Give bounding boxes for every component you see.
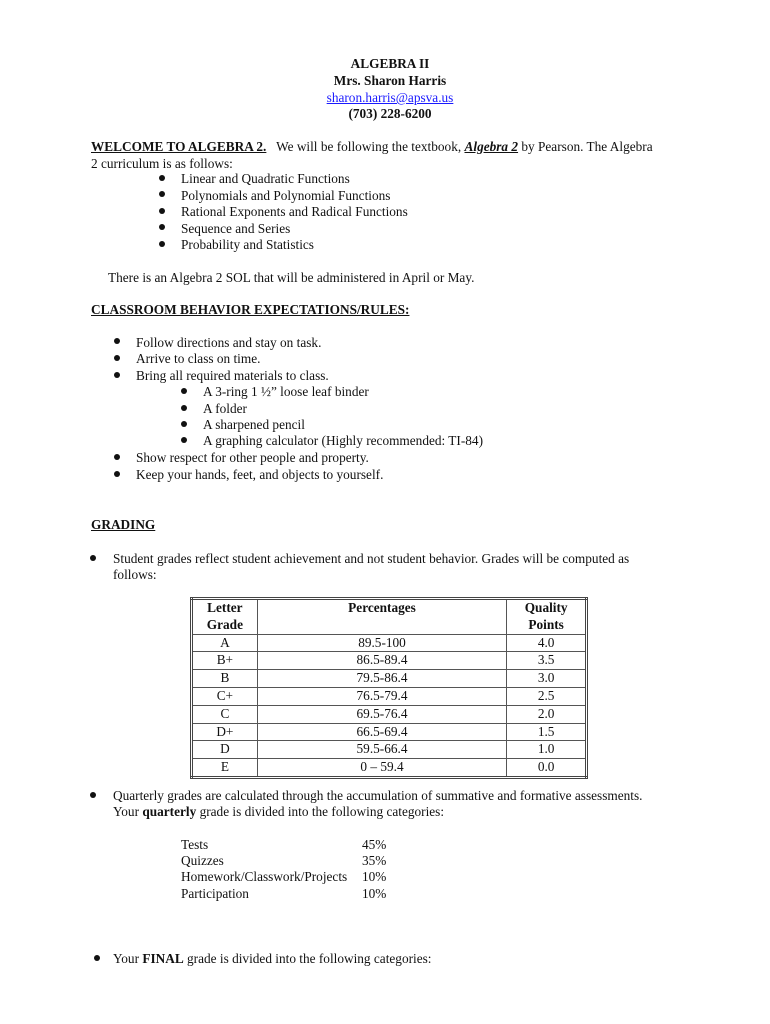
final-text-a: Your <box>113 951 139 966</box>
weight-row <box>181 869 441 886</box>
grading-heading: GRADING <box>91 517 156 532</box>
points-cell: 1.0 <box>507 741 587 759</box>
header-text: Points <box>528 616 564 632</box>
rule-item: Keep your hands, feet, and objects to yourself. <box>136 467 384 482</box>
table-row <box>192 705 587 723</box>
rule-item: Arrive to class on time. <box>136 351 261 366</box>
quarterly-line-1: Quarterly grades are calculated through the accumulation of summative and formative assessments. <box>113 788 643 803</box>
bullet-icon <box>114 471 120 477</box>
weight-category: Tests <box>181 837 209 852</box>
header-text: Quality <box>524 600 568 615</box>
table-row <box>192 670 587 688</box>
grading-intro-1: Student grades reflect student achievement and not student behavior. Grades will be computed as <box>113 551 630 566</box>
points-cell: 1.5 <box>507 723 587 741</box>
bullet-icon <box>159 191 165 197</box>
table-row <box>192 652 587 670</box>
final-grade-line <box>113 951 432 968</box>
welcome-heading: WELCOME TO ALGEBRA 2. <box>91 139 267 154</box>
welcome-text-a: We will be following the textbook, <box>276 139 462 154</box>
course-title: ALGEBRA II <box>350 56 430 71</box>
points-cell: 2.0 <box>507 705 587 723</box>
range-cell: 86.5-89.4 <box>257 652 507 670</box>
bullet-icon <box>181 437 187 443</box>
header-text: Grade <box>206 616 243 632</box>
letter-cell: B <box>192 670 258 688</box>
table-row <box>192 723 587 741</box>
points-cell: 0.0 <box>507 759 587 778</box>
bullet-icon <box>159 241 165 247</box>
range-cell: 79.5-86.4 <box>257 670 507 688</box>
letter-cell: D <box>192 741 258 759</box>
letter-cell: E <box>192 759 258 778</box>
weight-percent: 35% <box>362 853 387 868</box>
email-line <box>0 90 770 107</box>
range-cell: 69.5-76.4 <box>257 705 507 723</box>
table-header-row <box>192 599 587 635</box>
topic-item: Polynomials and Polynomial Functions <box>181 188 391 203</box>
material-item: A folder <box>203 401 247 416</box>
table-row <box>192 687 587 705</box>
bullet-icon <box>181 405 187 411</box>
rule-item: Follow directions and stay on task. <box>136 335 322 350</box>
quarterly-emphasis: quarterly <box>142 804 197 819</box>
weight-percent: 10% <box>362 869 387 884</box>
welcome-text-b: by Pearson. The Algebra <box>521 139 653 154</box>
points-cell: 3.5 <box>507 652 587 670</box>
topic-item: Rational Exponents and Radical Functions <box>181 204 408 219</box>
quarterly-line-2 <box>113 804 444 821</box>
material-item: A 3-ring 1 ½” loose leaf binder <box>203 384 369 399</box>
rule-item: Show respect for other people and property. <box>136 450 369 465</box>
bullet-icon <box>90 792 96 798</box>
weight-category: Participation <box>181 886 249 901</box>
range-cell: 76.5-79.4 <box>257 687 507 705</box>
welcome-line <box>91 139 653 156</box>
table-row <box>192 634 587 652</box>
rules-heading: CLASSROOM BEHAVIOR EXPECTATIONS/RULES: <box>91 302 410 317</box>
bullet-icon <box>114 355 120 361</box>
bullet-icon <box>94 955 100 961</box>
weight-category: Homework/Classwork/Projects <box>181 869 348 884</box>
letter-cell: B+ <box>192 652 258 670</box>
material-item: A sharpened pencil <box>203 417 305 432</box>
letter-cell: D+ <box>192 723 258 741</box>
points-cell: 3.0 <box>507 670 587 688</box>
bullet-icon <box>114 338 120 344</box>
topic-item: Probability and Statistics <box>181 237 314 252</box>
range-cell: 59.5-66.4 <box>257 741 507 759</box>
material-item: A graphing calculator (Highly recommended: TI-84) <box>203 433 484 448</box>
range-cell: 0 – 59.4 <box>257 759 507 778</box>
welcome-text-c: 2 curriculum is as follows: <box>91 156 233 171</box>
bullet-icon <box>114 454 120 460</box>
rule-item: Bring all required materials to class. <box>136 368 329 383</box>
final-emphasis: FINAL <box>142 951 184 966</box>
bullet-icon <box>114 372 120 378</box>
letter-cell: A <box>192 634 258 652</box>
grading-intro-2: follows: <box>113 567 157 582</box>
topic-item: Sequence and Series <box>181 221 291 236</box>
final-text-c: grade is divided into the following categories: <box>187 951 432 966</box>
teacher-phone: (703) 228-6200 <box>348 106 432 121</box>
table-row <box>192 759 587 778</box>
quarterly-text-c: grade is divided into the following categories: <box>199 804 445 819</box>
weight-row <box>181 853 441 870</box>
letter-grade-header <box>192 599 258 635</box>
points-cell: 4.0 <box>507 634 587 652</box>
range-cell: 89.5-100 <box>257 634 507 652</box>
bullet-icon <box>181 388 187 394</box>
header-text: Letter <box>207 600 243 615</box>
textbook-title: Algebra 2 <box>464 139 519 154</box>
teacher-name: Mrs. Sharon Harris <box>333 73 447 88</box>
teacher-email-link[interactable]: sharon.harris@apsva.us <box>326 90 454 105</box>
weight-category: Quizzes <box>181 853 224 868</box>
weight-row <box>181 837 441 854</box>
letter-cell: C <box>192 705 258 723</box>
letter-cell: C+ <box>192 687 258 705</box>
percentages-header: Percentages <box>257 599 507 635</box>
bullet-icon <box>181 421 187 427</box>
topic-item: Linear and Quadratic Functions <box>181 171 350 186</box>
table-row <box>192 741 587 759</box>
weight-percent: 10% <box>362 886 387 901</box>
bullet-icon <box>159 208 165 214</box>
weight-row <box>181 886 441 903</box>
quarterly-text-a: Your <box>113 804 139 819</box>
sol-note: There is an Algebra 2 SOL that will be administered in April or May. <box>108 270 475 285</box>
range-cell: 66.5-69.4 <box>257 723 507 741</box>
points-cell: 2.5 <box>507 687 587 705</box>
bullet-icon <box>90 555 96 561</box>
quality-points-header <box>507 599 587 635</box>
bullet-icon <box>159 224 165 230</box>
grade-scale-table <box>190 597 588 779</box>
bullet-icon <box>159 175 165 181</box>
weight-percent: 45% <box>362 837 387 852</box>
